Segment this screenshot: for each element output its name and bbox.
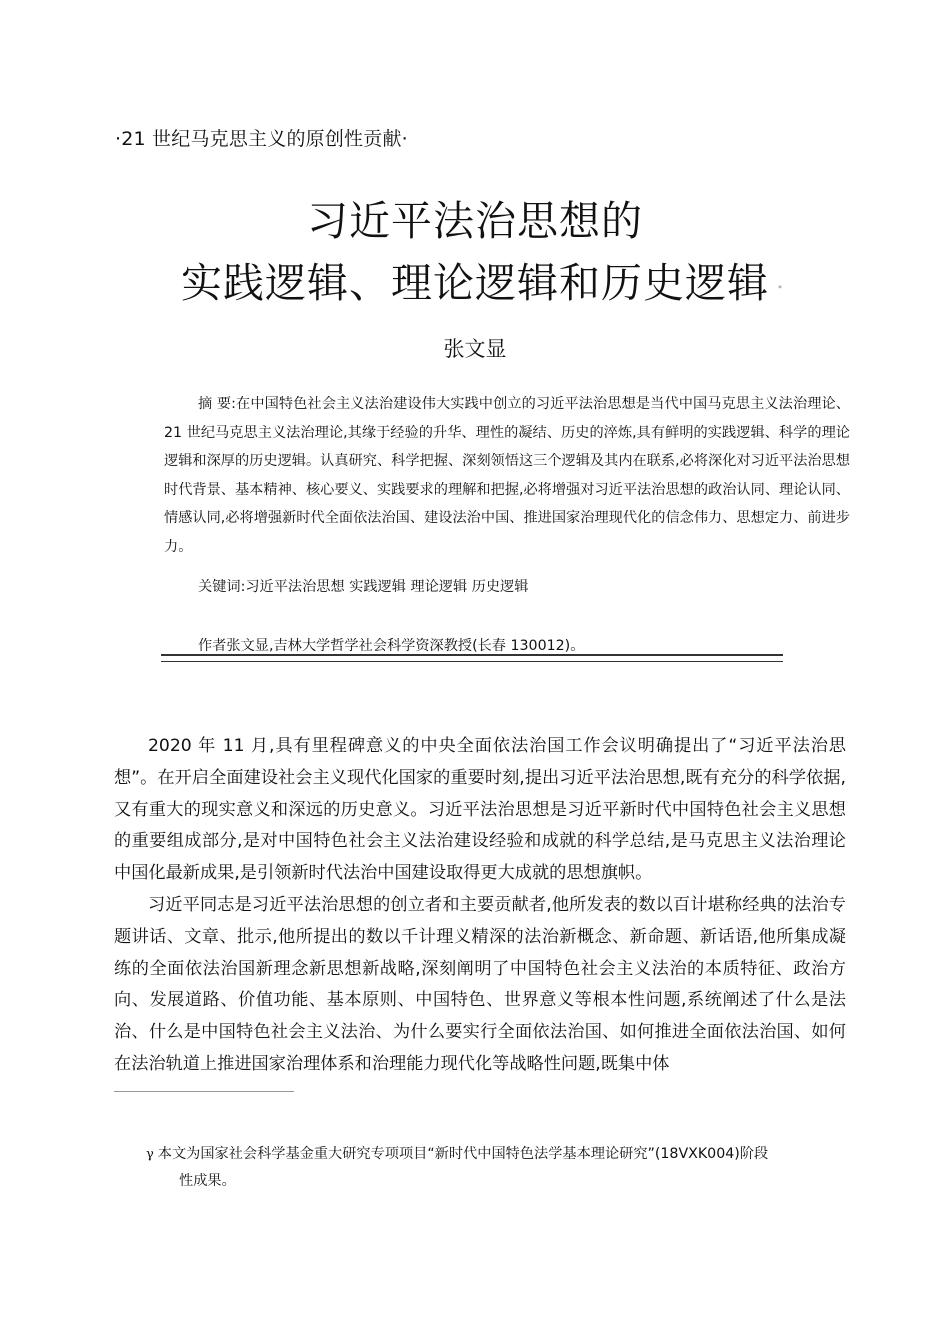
footnote-line-2: 性成果。	[179, 1173, 236, 1189]
author-name: 张文显	[443, 337, 507, 361]
title-line-2-text: 实践逻辑、理论逻辑和历史逻辑	[181, 259, 769, 307]
body-text	[114, 731, 846, 1081]
footnote-line-1	[146, 1141, 846, 1168]
article-title	[0, 190, 950, 314]
footnote-symbol: γ	[146, 1147, 154, 1162]
title-line-2	[181, 252, 783, 314]
header-double-rule	[161, 654, 783, 662]
keywords: 关键词:习近平法治思想 实践逻辑 理论逻辑 历史逻辑	[198, 579, 529, 595]
abstract-text: 摘 要:在中国特色社会主义法治建设伟大实践中创立的习近平法治思想是当代中国马克思主义法治理论、21 世纪马克思主义法治理论,其缘于经验的升华、理性的凝结、历史的淬炼,具有鲜明的实践逻辑、科学的理论逻辑和深厚的历史逻辑。认真研究、科学把握、深刻领悟这三个逻辑及其内在联系,必将深化对习近平法治思想时代背景、基本精神、核心要义、实践要求的理解和把握,必将增强对习近平法治思想的政治认同、理论认同、情感认同,必将增强新时代全面依法治国、建设法治中国、推进国家治理现代化的信念伟力、思想定力、前进步力。	[164, 396, 850, 555]
footnote-separator	[114, 1091, 294, 1092]
title-footnote-marker[interactable]: *	[778, 284, 783, 293]
footnote	[146, 1141, 846, 1195]
author-affiliation: 作者张文显,吉林大学哲学社会科学资深教授(长春 130012)。	[198, 638, 585, 654]
title-line-1: 习近平法治思想的	[307, 197, 643, 245]
footnote-text: 本文为国家社会科学基金重大研究专项项目“新时代中国特色法学基本理论研究”(18VXK004)阶段	[157, 1146, 769, 1162]
body-paragraph: 习近平同志是习近平法治思想的创立者和主要贡献者,他所发表的数以百计堪称经典的法治专题讲话、文章、批示,他所提出的数以千计理义精深的法治新概念、新命题、新话语,他所集成凝练的全面依法治国新理念新思想新战略,深刻阐明了中国特色社会主义法治的本质特征、政治方向、发展道路、价值功能、基本原则、中国特色、世界意义等根本性问题,系统阐述了什么是法治、什么是中国特色社会主义法治、为什么要实行全面依法治国、如何推进全面依法治国、如何在法治轨道上推进国家治理体系和治理能力现代化等战略性问题,既集中体	[114, 894, 846, 1074]
column-header: ·21 世纪马克思主义的原创性贡献·	[115, 128, 408, 150]
body-paragraph: 2020 年 11 月,具有里程碑意义的中央全面依法治国工作会议明确提出了“习近平法治思想”。在开启全面建设社会主义现代化国家的重要时刻,提出习近平法治思想,既有充分的科学依据,又有重大的现实意义和深远的历史意义。习近平法治思想是习近平新时代中国特色社会主义思想的重要组成部分,是对中国特色社会主义法治建设经验和成就的科学总结,是马克思主义法治理论中国化最新成果,是引领新时代法治中国建设取得更大成就的思想旗帜。	[114, 736, 846, 884]
abstract	[164, 390, 850, 562]
